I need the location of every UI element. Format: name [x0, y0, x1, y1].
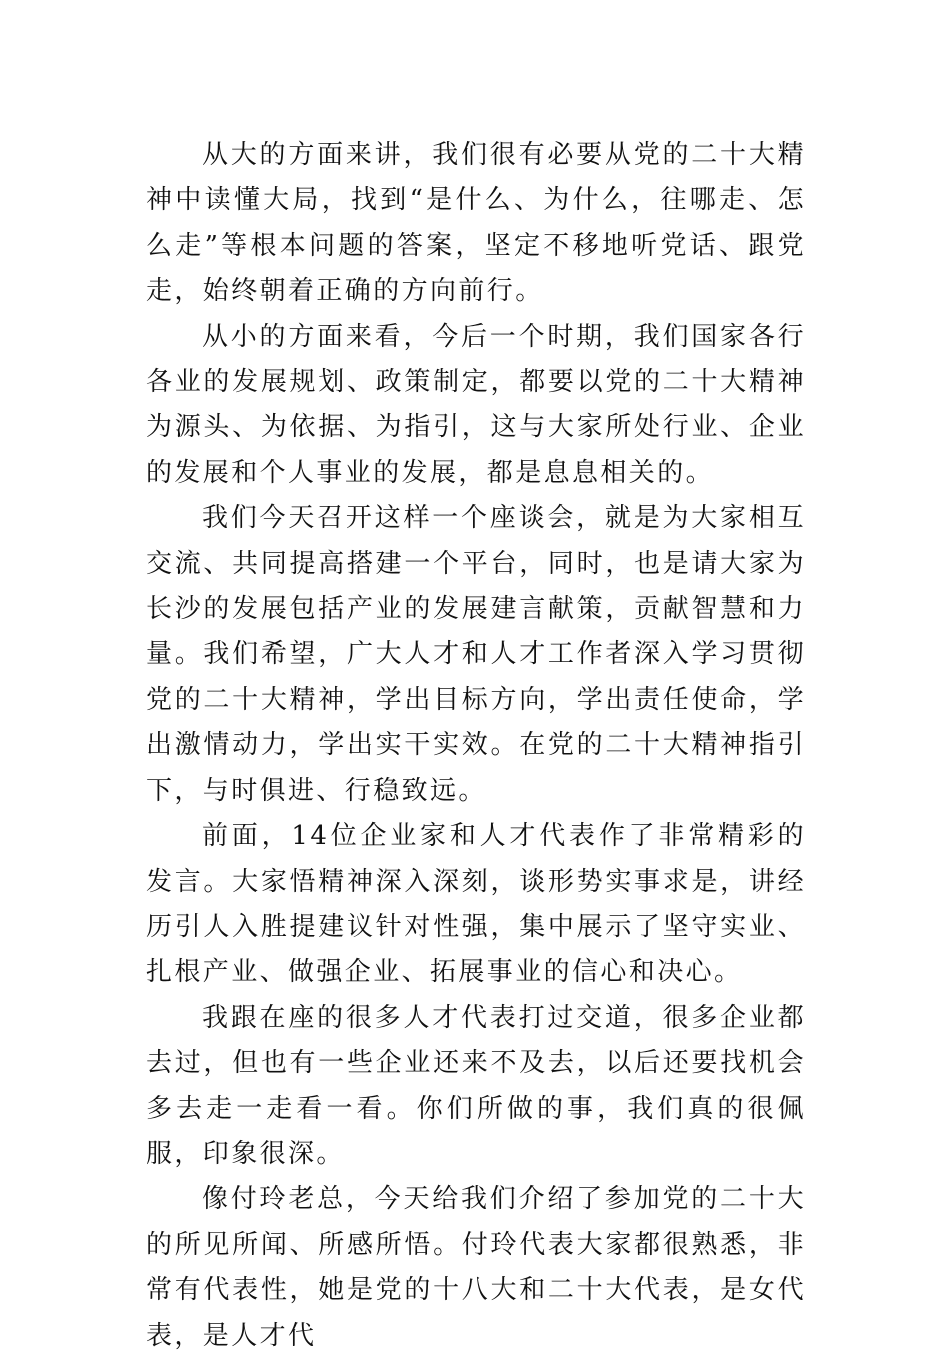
document-body [146, 133, 806, 1359]
paragraph-2: 从小的方面来看，今后一个时期，我们国家各行各业的发展规划、政策制定，都要以党的二十大精神为源头、为依据、为指引，这与大家所处行业、企业的发展和个人事业的发展，都是息息相关的。 [146, 321, 806, 488]
paragraph-5: 我跟在座的很多人才代表打过交道，很多企业都去过，但也有一些企业还来不及去，以后还要找机会多去走一走看一看。你们所做的事，我们真的很佩服，印象很深。 [146, 1002, 806, 1169]
paragraph-4: 前面，14位企业家和人才代表作了非常精彩的发言。大家悟精神深入深刻，谈形势实事求是，讲经历引人入胜提建议针对性强，集中展示了坚守实业、扎根产业、做强企业、拓展事业的信心和决心。 [146, 821, 806, 988]
paragraph-6: 像付玲老总，今天给我们介绍了参加党的二十大的所见所闻、所感所悟。付玲代表大家都很熟悉，非常有代表性，她是党的十八大和二十大代表，是女代表，是人才代 [146, 1184, 806, 1351]
paragraph-3: 我们今天召开这样一个座谈会，就是为大家相互交流、共同提高搭建一个平台，同时，也是请大家为长沙的发展包括产业的发展建言献策，贡献智慧和力量。我们希望，广大人才和人才工作者深入学习贯彻党的二十大精神，学出目标方向，学出责任使命，学出激情动力，学出实干实效。在党的二十大精神指引下，与时俱进、行稳致远。 [146, 503, 806, 806]
paragraph-1: 从大的方面来讲，我们很有必要从党的二十大精神中读懂大局，找到“是什么、为什么，往哪走、怎么走”等根本问题的答案，坚定不移地听党话、跟党走，始终朝着正确的方向前行。 [146, 140, 806, 307]
